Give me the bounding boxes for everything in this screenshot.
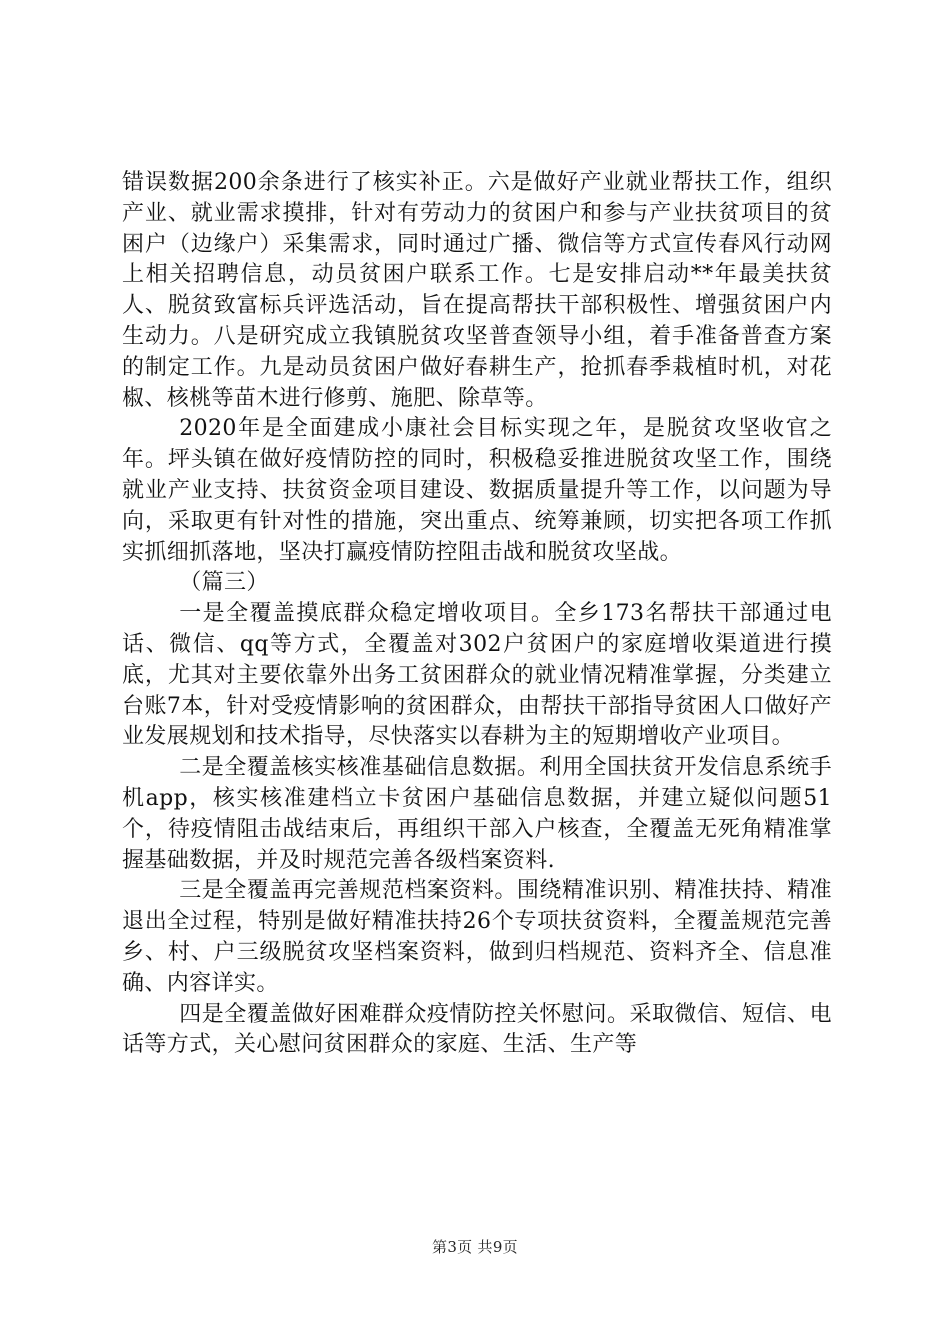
- document-body: [122, 168, 832, 1061]
- paragraph-item-2: 二是全覆盖核实核准基础信息数据。利用全国扶贫开发信息系统手机app，核实核准建档立卡贫困户基础信息数据，并建立疑似问题51个，待疫情阻击战结束后，再组织干部入户核查，全覆盖无死角精准掌握基础数据，并及时规范完善各级档案资料.: [122, 755, 832, 873]
- paragraph-continuation: 错误数据200余条进行了核实补正。六是做好产业就业帮扶工作，组织产业、就业需求摸排，针对有劳动力的贫困户和参与产业扶贫项目的贫困户（边缘户）采集需求，同时通过广播、微信等方式宣传春风行动网上相关招聘信息，动员贫困户联系工作。七是安排启动**年最美扶贫人、脱贫致富标兵评选活动，旨在提高帮扶干部积极性、增强贫困户内生动力。八是研究成立我镇脱贫攻坚普查领导小组，着手准备普查方案的制定工作。九是动员贫困户做好春耕生产，抢抓春季栽植时机，对花椒、核桃等苗木进行修剪、施肥、除草等。: [122, 170, 832, 411]
- section-heading: （篇三）: [179, 570, 269, 596]
- paragraph-item-4: 四是全覆盖做好困难群众疫情防控关怀慰问。采取微信、短信、电话等方式，关心慰问贫困群众的家庭、生活、生产等: [122, 1001, 832, 1058]
- page-footer: 第3页 共9页: [432, 1238, 518, 1256]
- paragraph-summary: 2020年是全面建成小康社会目标实现之年，是脱贫攻坚收官之年。坪头镇在做好疫情防控的同时，积极稳妥推进脱贫攻坚工作，围绕就业产业支持、扶贫资金项目建设、数据质量提升等工作，以问题为导向，采取更有针对性的措施，突出重点、统筹兼顾，切实把各项工作抓实抓细抓落地，坚决打赢疫情防控阻击战和脱贫攻坚战。: [122, 416, 832, 565]
- paragraph-item-1: 一是全覆盖摸底群众稳定增收项目。全乡173名帮扶干部通过电话、微信、qq等方式，全覆盖对302户贫困户的家庭增收渠道进行摸底，尤其对主要依靠外出务工贫困群众的就业情况精准掌握，分类建立台账7本，针对受疫情影响的贫困群众，由帮扶干部指导贫困人口做好产业发展规划和技术指导，尽快落实以春耕为主的短期增收产业项目。: [122, 601, 832, 750]
- paragraph-item-3: 三是全覆盖再完善规范档案资料。围绕精准识别、精准扶持、精准退出全过程，特别是做好精准扶持26个专项扶贫资料，全覆盖规范完善乡、村、户三级脱贫攻坚档案资料，做到归档规范、资料齐全、信息准确、内容详实。: [122, 878, 832, 996]
